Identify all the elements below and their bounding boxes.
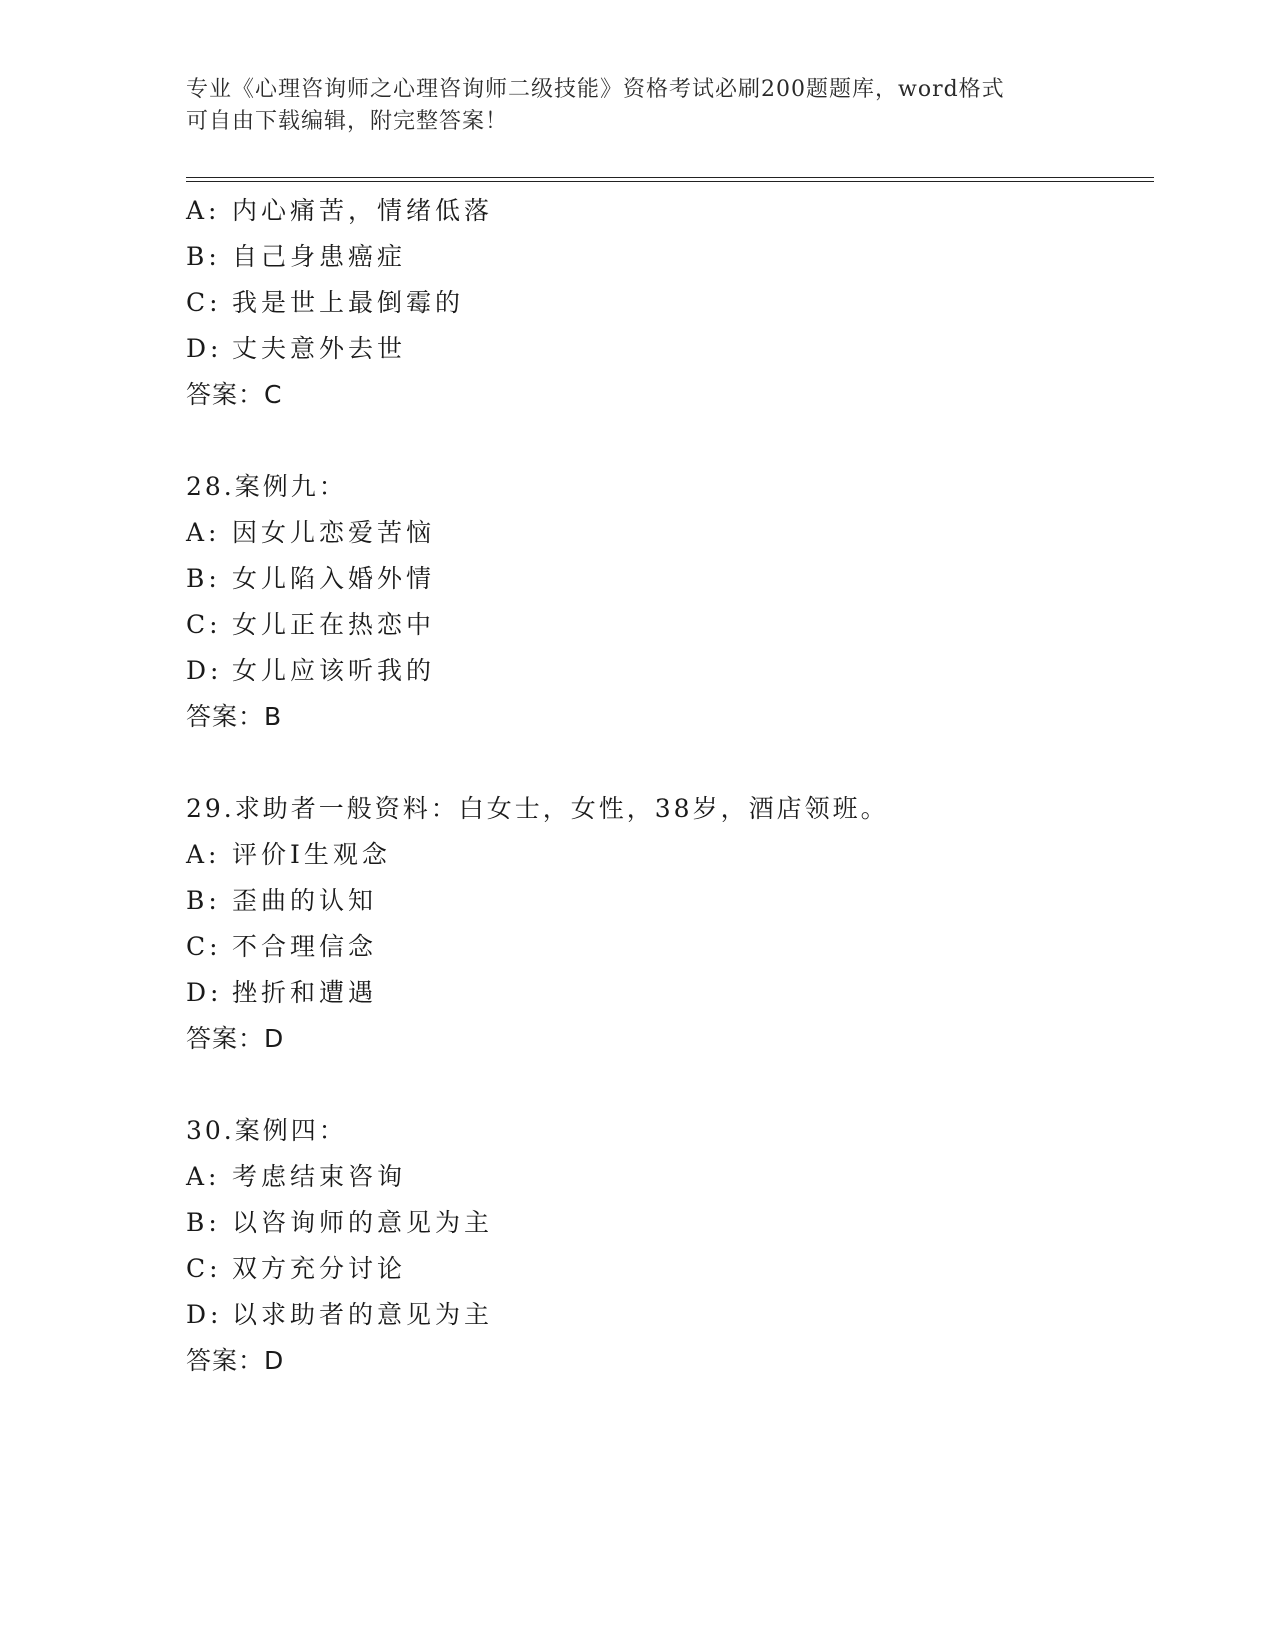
- option-b: [186, 1200, 1154, 1246]
- option-text: 歪曲的认知: [232, 886, 378, 915]
- option-a: [186, 188, 1154, 234]
- option-letter: C:: [186, 610, 222, 639]
- spacer: [186, 1062, 1154, 1108]
- option-c: [186, 1246, 1154, 1292]
- option-letter: D:: [186, 978, 223, 1007]
- option-text: 评价Ⅰ生观念: [232, 840, 391, 869]
- option-a: [186, 510, 1154, 556]
- question-continuation: [186, 188, 1154, 418]
- option-text: 挫折和遭遇: [232, 978, 378, 1007]
- option-letter: A:: [186, 1162, 221, 1191]
- answer-line: 答案：B: [186, 702, 283, 731]
- answer-line: 答案：C: [186, 380, 283, 409]
- option-text: 女儿应该听我的: [232, 656, 436, 685]
- header-line-1: 专业《心理咨询师之心理咨询师二级技能》资格考试必刷200题题库，word格式: [186, 77, 1005, 102]
- option-text: 自己身患癌症: [232, 242, 407, 271]
- spacer: [186, 740, 1154, 786]
- option-letter: C:: [186, 932, 222, 961]
- option-letter: A:: [186, 518, 221, 547]
- answer-line: 答案：D: [186, 1024, 285, 1053]
- option-a: [186, 832, 1154, 878]
- document-header: [186, 74, 1086, 138]
- option-text: 以咨询师的意见为主: [232, 1208, 494, 1237]
- spacer: [186, 418, 1154, 464]
- header-line-2: 可自由下载编辑，附完整答案！: [186, 109, 509, 134]
- option-b: [186, 234, 1154, 280]
- option-text: 内心痛苦，情绪低落: [232, 196, 494, 225]
- option-text: 以求助者的意见为主: [232, 1300, 494, 1329]
- option-letter: B:: [186, 242, 221, 271]
- question-title: 28.案例九：: [186, 472, 347, 501]
- option-text: 女儿正在热恋中: [232, 610, 436, 639]
- question-28: [186, 464, 1154, 740]
- option-letter: C:: [186, 1254, 222, 1283]
- question-30: [186, 1108, 1154, 1384]
- option-d: [186, 326, 1154, 372]
- option-text: 我是世上最倒霉的: [232, 288, 465, 317]
- option-b: [186, 878, 1154, 924]
- option-text: 丈夫意外去世: [232, 334, 407, 363]
- option-letter: D:: [186, 334, 223, 363]
- option-letter: D:: [186, 1300, 223, 1329]
- option-text: 因女儿恋爱苦恼: [232, 518, 436, 547]
- option-letter: B:: [186, 886, 221, 915]
- option-letter: B:: [186, 564, 221, 593]
- option-text: 不合理信念: [232, 932, 378, 961]
- option-letter: D:: [186, 656, 223, 685]
- option-c: [186, 280, 1154, 326]
- answer-line: 答案：D: [186, 1346, 285, 1375]
- option-d: [186, 648, 1154, 694]
- option-letter: C:: [186, 288, 222, 317]
- option-text: 双方充分讨论: [232, 1254, 407, 1283]
- option-c: [186, 924, 1154, 970]
- option-letter: A:: [186, 840, 221, 869]
- header-divider: [186, 177, 1154, 182]
- option-c: [186, 602, 1154, 648]
- option-b: [186, 556, 1154, 602]
- question-list: [186, 188, 1154, 1384]
- option-text: 女儿陷入婚外情: [232, 564, 436, 593]
- option-letter: B:: [186, 1208, 221, 1237]
- option-text: 考虑结束咨询: [232, 1162, 407, 1191]
- option-a: [186, 1154, 1154, 1200]
- option-d: [186, 1292, 1154, 1338]
- question-29: [186, 786, 1154, 1062]
- question-title: 29.求助者一般资料：白女士，女性，38岁，酒店领班。: [186, 794, 889, 823]
- option-letter: A:: [186, 196, 221, 225]
- option-d: [186, 970, 1154, 1016]
- question-title: 30.案例四：: [186, 1116, 347, 1145]
